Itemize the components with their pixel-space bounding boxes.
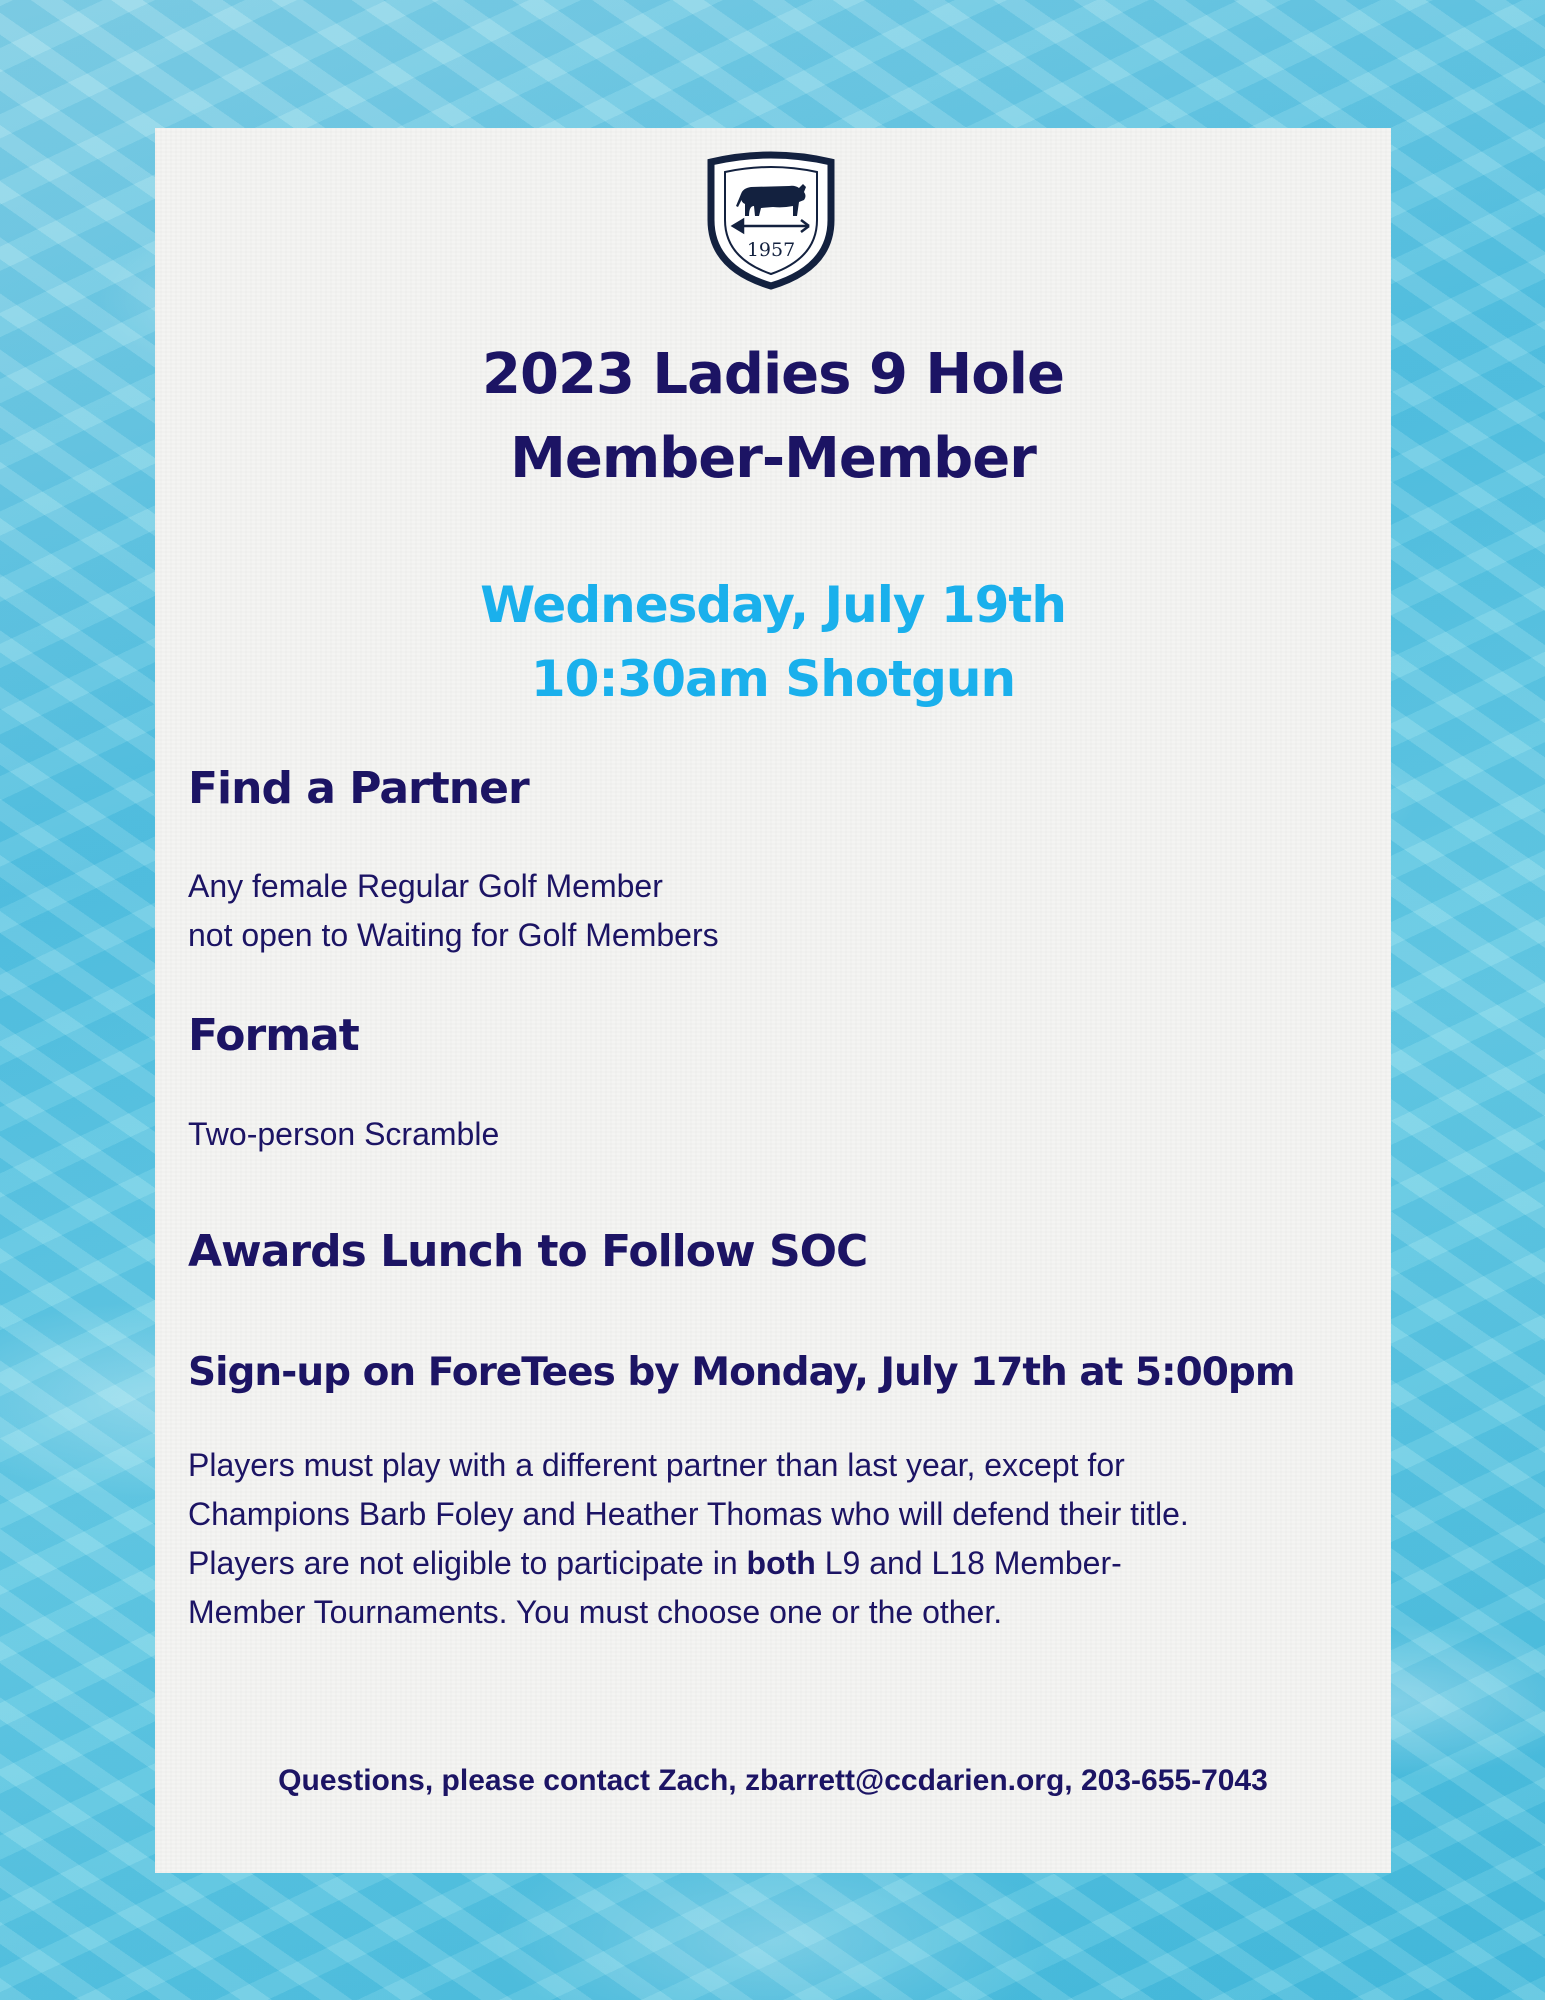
partner-line-1: Any female Regular Golf Member <box>188 868 663 904</box>
partner-heading: Find a Partner <box>188 763 529 814</box>
rules-line-3-start: Players are not eligible to participate in <box>188 1545 747 1581</box>
partner-description <box>188 862 719 960</box>
rules-text <box>188 1441 1189 1637</box>
event-date: Wednesday, July 19th <box>480 576 1066 634</box>
club-crest-logo <box>703 150 839 290</box>
rules-line-3 <box>188 1539 1189 1588</box>
event-time: 10:30am Shotgun <box>530 650 1016 708</box>
crest-year: 1957 <box>746 239 796 261</box>
partner-line-2: not open to Waiting for Golf Members <box>188 917 719 953</box>
page-title <box>155 333 1391 501</box>
rules-line-4: Member Tournaments. You must choose one or the other. <box>188 1594 1003 1630</box>
contact-info: Questions, please contact Zach, zbarrett@ccdarien.org, 203-655-7043 <box>278 1764 1268 1797</box>
rules-line-3-end: L9 and L18 Member- <box>815 1545 1122 1581</box>
rules-line-1: Players must play with a different partner than last year, except for <box>188 1447 1125 1483</box>
rules-emphasis: both <box>746 1545 816 1581</box>
awards-heading: Awards Lunch to Follow SOC <box>188 1226 868 1277</box>
signup-heading: Sign-up on ForeTees by Monday, July 17th at 5:00pm <box>188 1350 1295 1395</box>
format-heading: Format <box>188 1010 359 1061</box>
format-text: Two-person Scramble <box>188 1116 500 1152</box>
title-line-2: Member-Member <box>510 426 1036 491</box>
event-date-time <box>155 568 1391 716</box>
flyer-card <box>155 128 1391 1873</box>
rules-line-2: Champions Barb Foley and Heather Thomas who will defend their title. <box>188 1496 1189 1532</box>
title-line-1: 2023 Ladies 9 Hole <box>482 342 1064 407</box>
